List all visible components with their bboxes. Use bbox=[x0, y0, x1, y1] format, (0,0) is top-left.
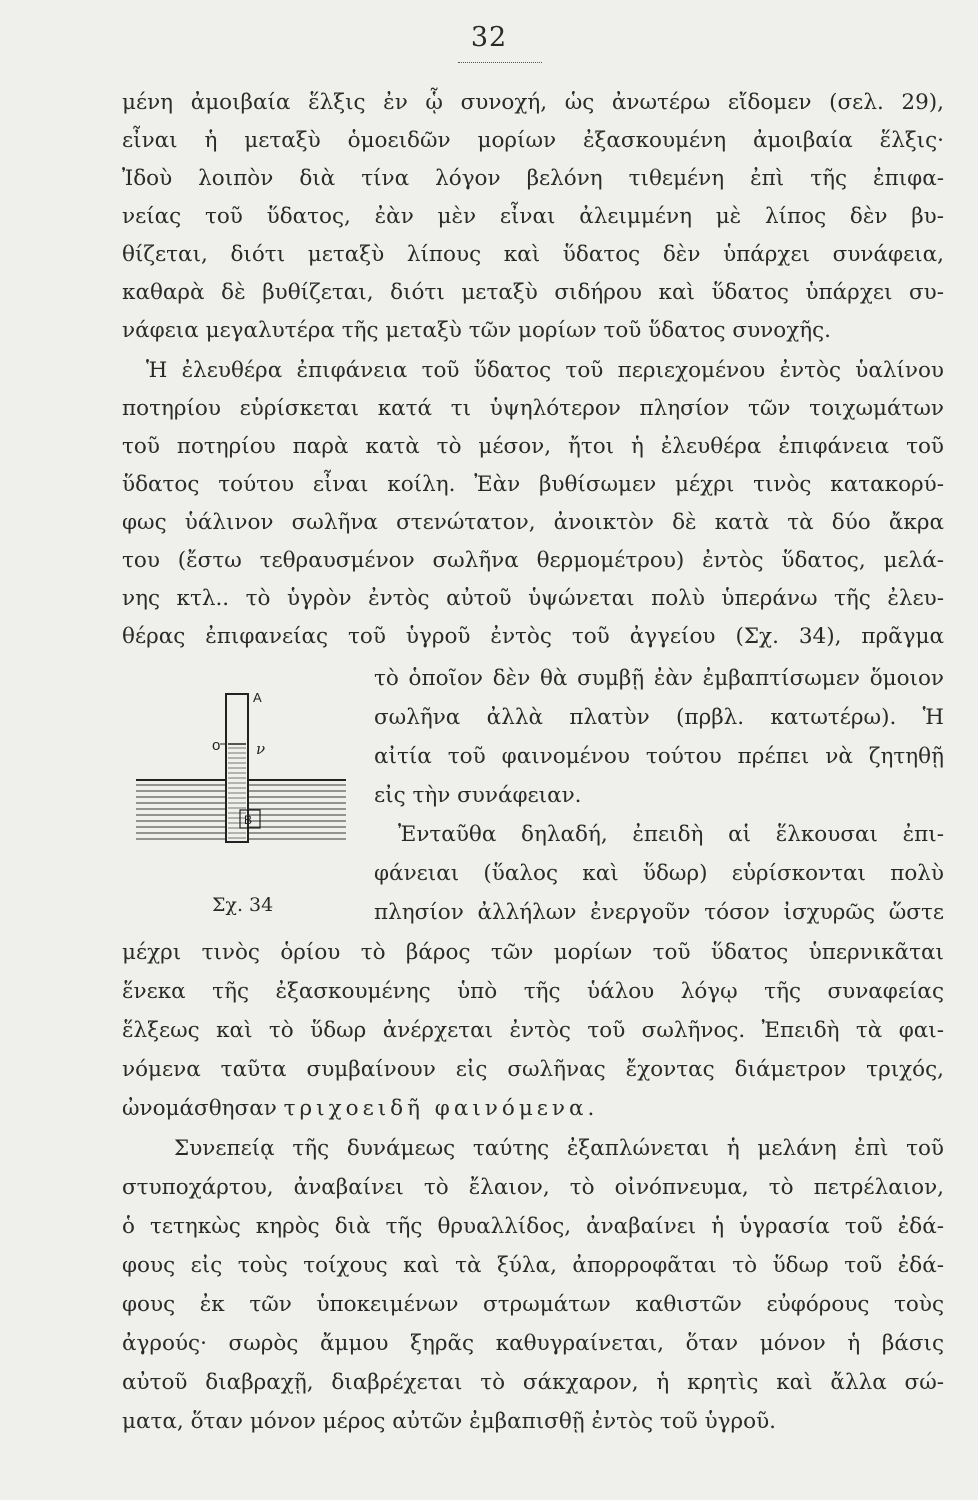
page-number-rule bbox=[458, 62, 542, 63]
text-line: τοῦ ποτηρίου παρὰ κατὰ τὸ μέσον, ἤτοι ἡ ἐλευθέρα ἐπιφάνεια τοῦ bbox=[122, 434, 944, 459]
text-line: Ἡ ἐλευθέρα ἐπιφάνεια τοῦ ὕδατος τοῦ περιεχομένου ἐντὸς ὑαλίνου bbox=[146, 358, 944, 383]
text-line: θίζεται, διότι μεταξὺ λίπους καὶ ὕδατος δὲν ὑπάρχει συνάφεια, bbox=[122, 242, 944, 267]
emphasized-term: τριχοειδῆ φαινόμενα. bbox=[283, 1096, 599, 1121]
text-line: πλησίον ἀλλήλων ἐνεργοῦν τόσον ἰσχυρῶς ὥστε bbox=[374, 900, 944, 925]
text-line bbox=[122, 1094, 944, 1124]
figure-label-o: o bbox=[212, 737, 221, 754]
figure-label-v: ν bbox=[256, 740, 266, 758]
text-line: φως ὑάλινον σωλῆνα στενώτατον, ἀνοικτὸν δὲ κατὰ τὰ δύο ἄκρα bbox=[122, 510, 944, 535]
text-line: αὐτοῦ διαβραχῇ, διαβρέχεται τὸ σάκχαρον, ἡ κρητὶς καὶ ἄλλα σώ- bbox=[122, 1370, 944, 1395]
text-line: φους ἐκ τῶν ὑποκειμένων στρωμάτων καθιστῶν εὐφόρους τοὺς bbox=[122, 1292, 944, 1317]
text-line: νης κτλ.. τὸ ὑγρὸν ἐντὸς αὐτοῦ ὑψώνεται πολὺ ὑπεράνω τῆς ἐλευ- bbox=[122, 586, 944, 611]
text-line: καθαρὰ δὲ βυθίζεται, διότι μεταξὺ σιδήρου καὶ ὕδατος ὑπάρχει συ- bbox=[122, 280, 944, 305]
text-line: φάνειαι (ὕαλος καὶ ὕδωρ) εὑρίσκονται πολὺ bbox=[374, 861, 944, 886]
text-line: εἶναι ἡ μεταξὺ ὁμοειδῶν μορίων ἐξασκουμένη ἀμοιβαία ἕλξις· bbox=[122, 128, 944, 153]
text-line: ὁ τετηκὼς κηρὸς διὰ τῆς θρυαλλίδος, ἀναβαίνει ἡ ὑγρασία τοῦ ἐδά- bbox=[122, 1214, 944, 1239]
text-line: ἕνεκα τῆς ἐξασκουμένης ὑπὸ τῆς ὑάλου λόγῳ τῆς συναφείας bbox=[122, 979, 944, 1004]
text-line: ματα, ὅταν μόνον μέρος αὐτῶν ἐμβαπισθῇ ἐντὸς τοῦ ὑγροῦ. bbox=[122, 1409, 776, 1434]
text-line: νείας τοῦ ὕδατος, ἐὰν μὲν εἶναι ἀλειμμένη μὲ λίπος δὲν βυ- bbox=[122, 204, 944, 229]
text-line: μένη ἀμοιβαία ἕλξις ἐν ᾧ συνοχή, ὡς ἀνωτέρω εἴδομεν (σελ. 29), bbox=[122, 90, 944, 115]
text-line: θέρας ἐπιφανείας τοῦ ὑγροῦ ἐντὸς τοῦ ἀγγείου (Σχ. 34), πρᾶγμα bbox=[122, 624, 944, 649]
text-fragment: ὠνομάσθησαν bbox=[122, 1096, 284, 1121]
text-line: νάφεια μεγαλυτέρα τῆς μεταξὺ τῶν μορίων τοῦ ὕδατος συνοχῆς. bbox=[122, 318, 831, 343]
capillary-tube-illustration bbox=[128, 682, 358, 882]
figure-caption: Σχ. 34 bbox=[212, 894, 274, 916]
text-line: νόμενα ταῦτα συμβαίνουν εἰς σωλῆνας ἔχοντας διάμετρον τριχός, bbox=[122, 1057, 944, 1082]
page-number: 32 bbox=[470, 22, 508, 53]
text-line: ὕδατος τούτου εἶναι κοίλη. Ἐὰν βυθίσωμεν μέχρι τινὸς κατακορύ- bbox=[122, 472, 944, 497]
text-line: Συνεπείᾳ τῆς δυνάμεως ταύτης ἐξαπλώνεται ἡ μελάνη ἐπὶ τοῦ bbox=[174, 1136, 944, 1161]
text-line: ἀγρούς· σωρὸς ἄμμου ξηρᾶς καθυγραίνεται, ὅταν μόνον ἡ βάσις bbox=[122, 1331, 944, 1356]
text-line: Ἐνταῦθα δηλαδή, ἐπειδὴ αἱ ἕλκουσαι ἐπι- bbox=[398, 822, 944, 847]
figure-label-a: A bbox=[253, 690, 262, 705]
text-line: φους εἰς τοὺς τοίχους καὶ τὰ ξύλα, ἀπορροφᾶται τὸ ὕδωρ τοῦ ἐδά- bbox=[122, 1253, 944, 1278]
text-line: σωλῆνα ἀλλὰ πλατὺν (πρβλ. κατωτέρω). Ἡ bbox=[374, 705, 944, 730]
text-line: ἕλξεως καὶ τὸ ὕδωρ ἀνέρχεται ἐντὸς τοῦ σωλῆνος. Ἐπειδὴ τὰ φαι- bbox=[122, 1018, 944, 1043]
text-line: ποτηρίου εὑρίσκεται κατά τι ὑψηλότερον πλησίον τῶν τοιχωμάτων bbox=[122, 396, 944, 421]
text-line: αἰτία τοῦ φαινομένου τούτου πρέπει νὰ ζητηθῇ bbox=[374, 744, 944, 769]
text-line: στυποχάρτου, ἀναβαίνει τὸ ἔλαιον, τὸ οἰνόπνευμα, τὸ πετρέλαιον, bbox=[122, 1175, 944, 1200]
text-line: τὸ ὁποῖον δὲν θὰ συμβῇ ἐὰν ἐμβαπτίσωμεν ὅμοιον bbox=[374, 666, 944, 691]
capillary-tube-figure bbox=[128, 682, 358, 882]
text-line: του (ἔστω τεθραυσμένον σωλῆνα θερμομέτρου) ἐντὸς ὕδατος, μελά- bbox=[122, 548, 944, 573]
figure-label-b: B bbox=[244, 813, 253, 827]
text-line: εἰς τὴν συνάφειαν. bbox=[374, 783, 582, 808]
text-line: Ἰδοὺ λοιπὸν διὰ τίνα λόγον βελόνη τιθεμένη ἐπὶ τῆς ἐπιφα- bbox=[122, 166, 944, 191]
text-line: μέχρι τινὸς ὁρίου τὸ βάρος τῶν μορίων τοῦ ὕδατος ὑπερνικᾶται bbox=[122, 940, 944, 965]
